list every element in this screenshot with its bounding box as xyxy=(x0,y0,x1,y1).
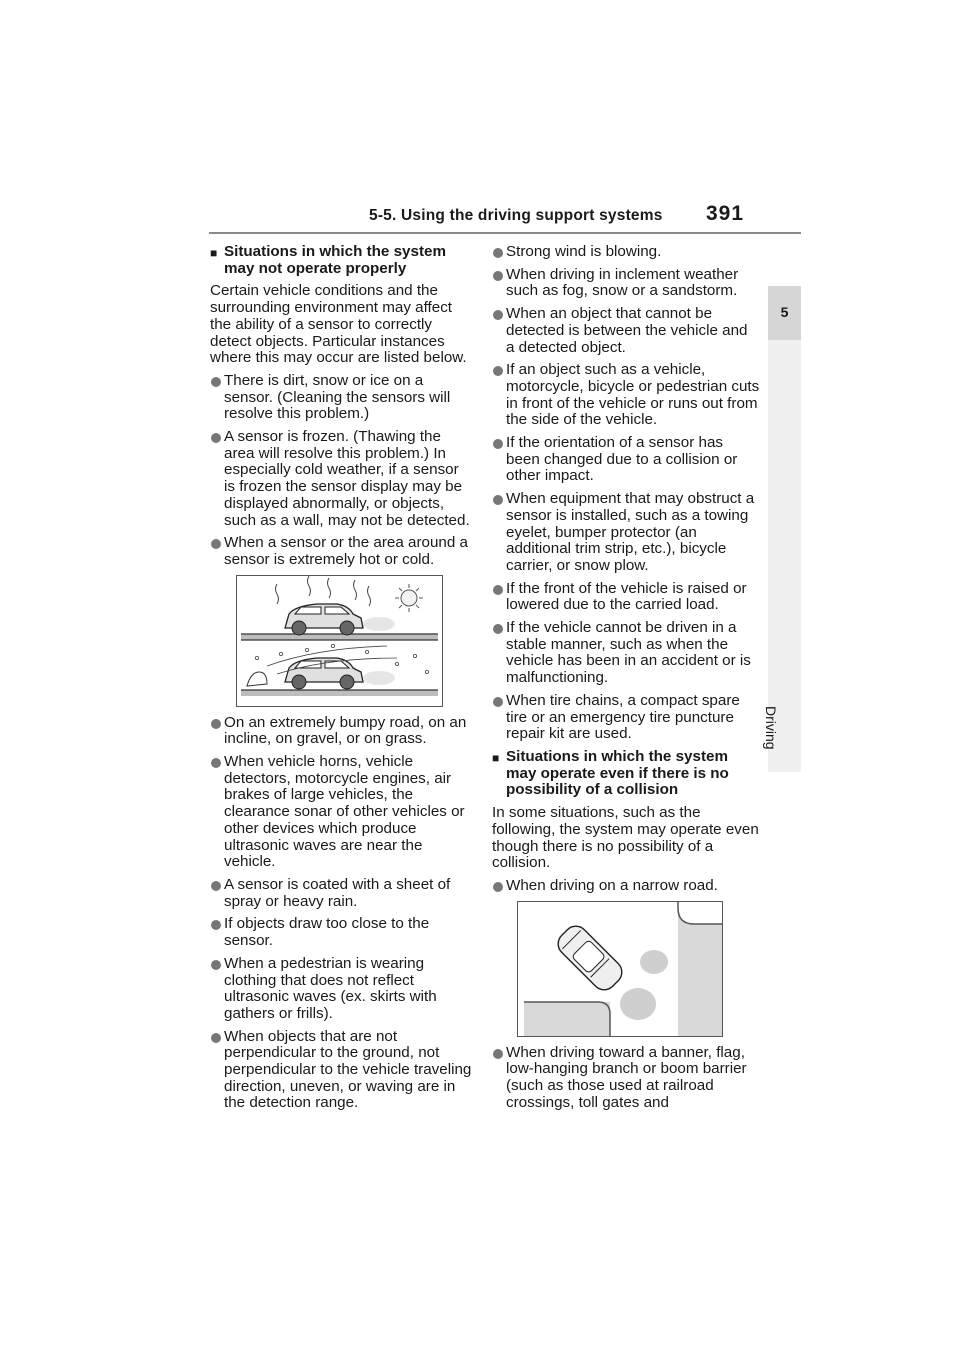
list-item xyxy=(210,754,472,871)
right-column xyxy=(492,244,760,1117)
list-item xyxy=(210,429,472,529)
list-item xyxy=(210,956,472,1023)
intro-paragraph: In some situations, such as the following, the system may operate even though there is no possibility of a collision. xyxy=(492,804,759,872)
header-divider xyxy=(209,232,801,234)
bullet-dot-icon xyxy=(493,495,503,505)
bullet-dot-icon xyxy=(211,377,221,387)
bullet-dot-icon xyxy=(211,1033,221,1043)
heading-text: Situations in which the system may not operate properly xyxy=(224,243,446,277)
list-item xyxy=(492,244,760,261)
list-item-text: When an object that cannot be detected is between the vehicle and a detected object. xyxy=(506,305,748,356)
chapter-number: 5 xyxy=(780,304,789,320)
list-item xyxy=(210,916,472,949)
bullet-dot-icon xyxy=(211,539,221,549)
bullet-dot-icon xyxy=(493,1049,503,1059)
list-item xyxy=(492,693,760,743)
section-heading-false-operate xyxy=(492,749,760,799)
bullet-dot-icon xyxy=(493,366,503,376)
list-item xyxy=(210,715,472,748)
bullet-dot-icon xyxy=(493,310,503,320)
list-item xyxy=(210,877,472,910)
narrow-road-illustration xyxy=(517,901,723,1037)
list-item-text: When driving in inclement weather such as fog, snow or a sandstorm. xyxy=(506,265,739,300)
list-item-text: When driving on a narrow road. xyxy=(506,876,718,894)
list-item-text: If objects draw too close to the sensor. xyxy=(224,915,430,950)
list-item-text: A sensor is frozen. (Thawing the area will resolve this problem.) In especially cold weather, if a sensor is frozen the sensor display may be displayed abnormally, or objects, such as a wall, may not be detected. xyxy=(224,428,470,529)
list-item-text: On an extremely bumpy road, on an incline, on gravel, or on grass. xyxy=(224,713,467,748)
heading-text: Situations in which the system may operate even if there is no possibility of a collision xyxy=(506,747,729,799)
section-title: 5-5. Using the driving support systems xyxy=(369,207,663,224)
list-item xyxy=(492,491,760,575)
list-item xyxy=(492,620,760,687)
list-item-text: If the orientation of a sensor has been changed due to a collision or other impact. xyxy=(506,434,738,485)
bullet-dot-icon xyxy=(493,585,503,595)
list-item-text: When driving toward a banner, flag, low-hanging branch or boom barrier (such as those used at railroad crossings, toll gates and xyxy=(506,1043,747,1111)
list-item-text: When a sensor or the area around a sensor is extremely hot or cold. xyxy=(224,534,468,568)
square-bullet-icon: ■ xyxy=(210,246,218,260)
list-item-text: If an object such as a vehicle, motorcycle, bicycle or pedestrian cuts in front of the vehicle or runs out from the side of the vehicle. xyxy=(506,361,760,429)
left-column xyxy=(210,244,472,1118)
list-item xyxy=(210,535,472,568)
list-item-text: A sensor is coated with a sheet of spray or heavy rain. xyxy=(224,875,451,910)
list-item xyxy=(492,581,760,614)
bullet-dot-icon xyxy=(493,271,503,281)
bullet-dot-icon xyxy=(493,439,503,449)
bullet-dot-icon xyxy=(493,697,503,707)
bullet-dot-icon xyxy=(211,881,221,891)
list-item-text: If the front of the vehicle is raised or lowered due to the carried load. xyxy=(506,579,747,614)
bullet-dot-icon xyxy=(493,248,503,258)
list-item xyxy=(492,1045,760,1112)
bullet-dot-icon xyxy=(211,960,221,970)
section-heading-not-operate xyxy=(210,244,472,277)
intro-paragraph: Certain vehicle conditions and the surrounding environment may affect the ability of a sensor to correctly detect objects. Particular instances where this may occur are listed below. xyxy=(210,282,467,367)
list-item xyxy=(492,306,760,356)
list-item-text: When tire chains, a compact spare tire or an emergency tire puncture repair kit are used. xyxy=(506,691,740,743)
list-item-text: When vehicle horns, vehicle detectors, motorcycle engines, air brakes of large vehicles, the clearance sonar of other vehicles or other devices which produce ultrasonic waves are near the vehicle. xyxy=(224,753,465,871)
page-header xyxy=(209,200,801,236)
chapter-label: Driving xyxy=(763,706,779,750)
list-item xyxy=(492,267,760,300)
square-bullet-icon: ■ xyxy=(492,750,500,765)
list-item-text: There is dirt, snow or ice on a sensor. (Cleaning the sensors will resolve this problem.) xyxy=(224,371,451,423)
list-item-text: If the vehicle cannot be driven in a stable manner, such as when the vehicle has been in an accident or is malfunctioning. xyxy=(506,619,751,687)
bullet-dot-icon xyxy=(211,920,221,930)
list-item xyxy=(492,362,760,429)
list-item xyxy=(492,435,760,485)
hot-cold-sensor-illustration xyxy=(236,575,443,707)
bullet-dot-icon xyxy=(493,882,503,892)
page-number: 391 xyxy=(706,202,745,225)
list-item xyxy=(492,878,760,895)
bullet-dot-icon xyxy=(211,433,221,443)
bullet-dot-icon xyxy=(493,624,503,634)
list-item-text: When objects that are not perpendicular to the ground, not perpendicular to the vehicle traveling direction, uneven, or waving are in the detection range. xyxy=(224,1027,472,1112)
list-item xyxy=(210,373,472,423)
chapter-tab xyxy=(768,286,801,340)
list-item-text: When equipment that may obstruct a sensor is installed, such as a towing eyelet, bumper protector (an additional trim strip, etc.), bicycle carrier, or snow plow. xyxy=(506,490,755,574)
bullet-dot-icon xyxy=(211,758,221,768)
list-item-text: When a pedestrian is wearing clothing that does not reflect ultrasonic waves (ex. skirts with gathers or frills). xyxy=(224,954,437,1022)
bullet-dot-icon xyxy=(211,719,221,729)
list-item-text: Strong wind is blowing. xyxy=(506,243,662,260)
list-item xyxy=(210,1029,472,1113)
